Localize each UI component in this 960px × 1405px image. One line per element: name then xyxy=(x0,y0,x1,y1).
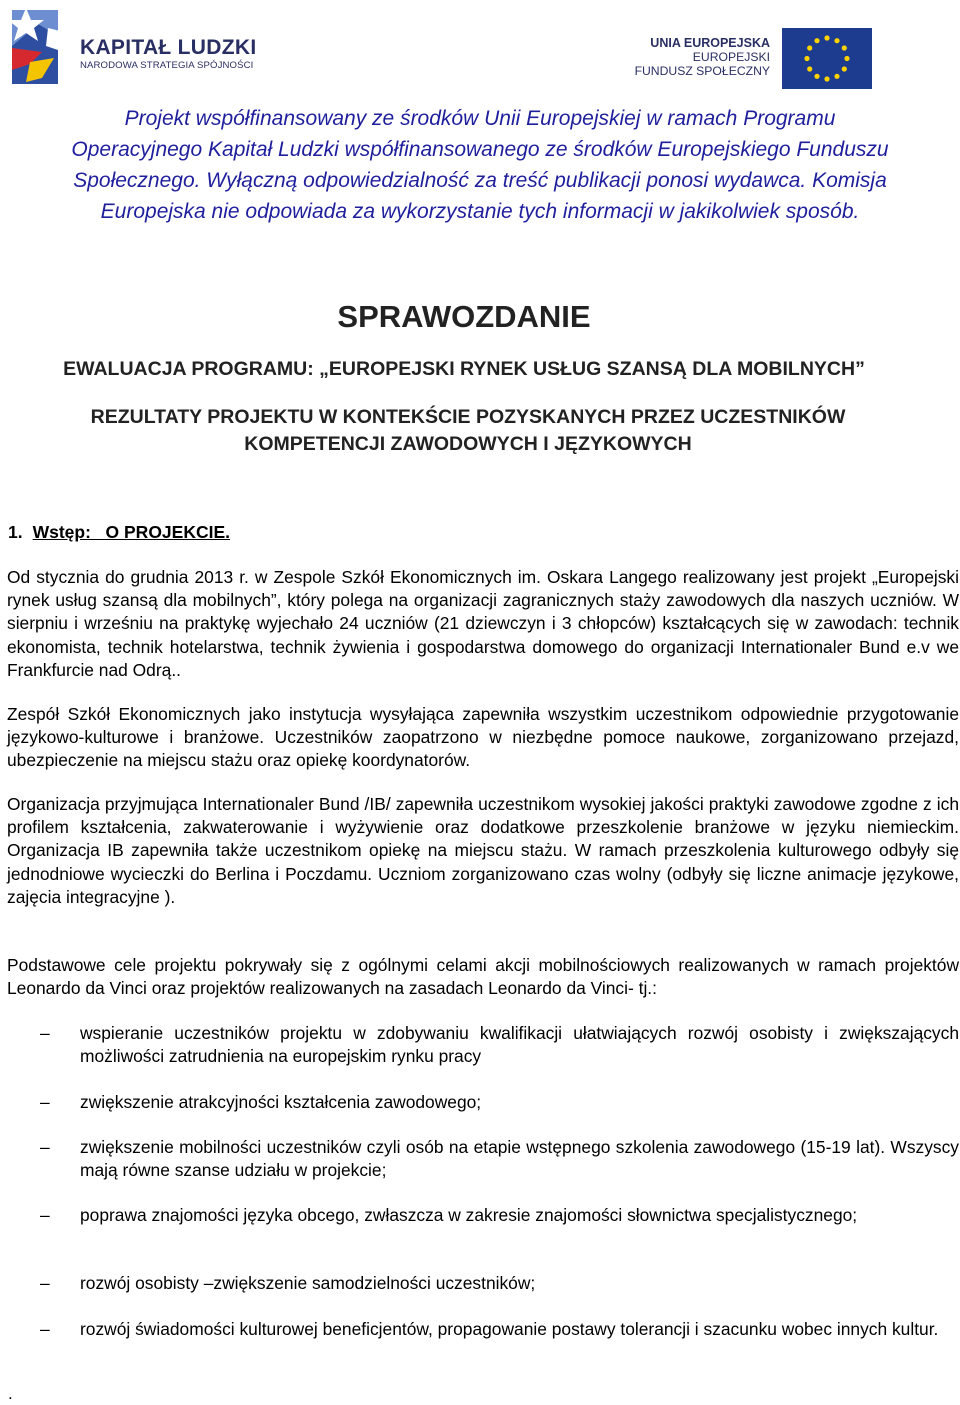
kapital-ludzki-logo xyxy=(8,6,258,86)
document-subtitle: EWALUACJA PROGRAMU: „EUROPEJSKI RYNEK USŁUG SZANSĄ DLA MOBILNYCH” xyxy=(63,358,865,380)
paragraph: Od stycznia do grudnia 2013 r. w Zespole Szkół Ekonomicznych im. Oskara Langego realizowany jest projekt „Europejski rynek usług szansą dla mobilnych”, który polega na organizacji zagranicznych staży zawodowych dla naszych uczniów. W sierpniu i wrześniu na praktykę wyjechało 24 uczniów (21 dziewczyn i 3 chłopców) kształcących się w zawodach: technik ekonomista, technik hotelarstwa, technik żywienia i gospodarstwa domowego do organizacji Internationaler Bund e.v we Frankfurcie nad Odrą.. xyxy=(7,567,959,680)
paragraph: Zespół Szkół Ekonomicznych jako instytucja wysyłająca zapewniła wszystkim uczestnikom odpowiednie przygotowanie językowo-kulturowe i branżowe. Uczestników zaopatrzono w niezbędne pomoce naukowe, zorganizowano przejazd, ubezpieczenie na miejscu stażu oraz opiekę koordynatorów. xyxy=(7,704,959,771)
list-dash: – xyxy=(40,1205,50,1225)
list-dash: – xyxy=(40,1137,50,1157)
eu-wordmark xyxy=(635,36,770,78)
section-heading xyxy=(8,522,230,543)
list-dash: – xyxy=(40,1023,50,1043)
funding-notice-line: Europejska nie odpowiada za wykorzystanie tych informacji w jakikolwiek sposób. xyxy=(100,200,860,223)
eu-wordmark-line3: FUNDUSZ SPOŁECZNY xyxy=(634,64,770,78)
section-label xyxy=(33,522,230,542)
list-item-text: zwiększenie mobilności uczestników czyli osób na etapie wstępnego szkolenia zawodowego (15-19 lat). Wszyscy mają równe szanse udziału w projekcie; xyxy=(80,1137,959,1181)
list-item-text: rozwój osobisty –zwiększenie samodzielności uczestników; xyxy=(80,1273,536,1293)
document-subtitle-results xyxy=(0,404,936,458)
document-title: SPRAWOZDANIE xyxy=(337,299,591,334)
subtitle-line: REZULTATY PROJEKTU W KONTEKŚCIE POZYSKANYCH PRZEZ UCZESTNIKÓW xyxy=(90,406,846,428)
eu-wordmark-line1: UNIA EUROPEJSKA xyxy=(650,36,770,50)
subtitle-line: KOMPETENCJI ZAWODOWYCH I JĘZYKOWYCH xyxy=(244,433,692,455)
section-label-b: O PROJEKCIE. xyxy=(105,522,231,542)
section-label-a: Wstęp: xyxy=(32,522,91,542)
trailing-dot: . xyxy=(8,1384,13,1403)
funding-notice-line: Projekt współfinansowany ze środków Unii Europejskiej w ramach Programu xyxy=(124,107,836,130)
list-item-text: zwiększenie atrakcyjności kształcenia zawodowego; xyxy=(80,1092,482,1112)
list-dash: – xyxy=(40,1092,50,1112)
funding-notice xyxy=(20,103,940,227)
list-dash: – xyxy=(40,1319,50,1339)
paragraph: Organizacja przyjmująca Internationaler Bund /IB/ zapewniła uczestnikom wysokiej jakości praktyki zawodowe zgodne z ich profilem kształcenia, zakwaterowanie i wyżywienie oraz dodatkowe przeszkolenie branżowe w języku niemieckim. Organizacja IB zapewniła także uczestnikom opiekę na miejscu stażu. W ramach przeszkolenia kulturowego odbyły się jednodniowe wycieczki do Berlina i Poczdamu. Uczniom zorganizowano czas wolny (odbyły się liczne animacje językowe, zajęcia integracyjne ). xyxy=(7,794,959,907)
funding-notice-line: Społecznego. Wyłączną odpowiedzialność za treść publikacji ponosi wydawca. Komisja xyxy=(73,169,887,192)
kapital-ludzki-wordmark: KAPITAŁ LUDZKI xyxy=(80,36,257,59)
kapital-ludzki-emblem-icon xyxy=(8,6,78,86)
paragraph: Podstawowe cele projektu pokrywały się z ogólnymi celami akcji mobilnościowych realizowanych w ramach projektów Leonardo da Vinci oraz projektów realizowanych na zasadach Leonardo da Vinci- tj.: xyxy=(7,955,959,999)
list-dash: – xyxy=(40,1273,50,1293)
eu-wordmark-line2: EUROPEJSKI xyxy=(692,50,770,64)
page-header xyxy=(0,0,960,95)
eu-flag-icon xyxy=(782,28,872,89)
list-item-text: wspieranie uczestników projektu w zdobywaniu kwalifikacji ułatwiających rozwój osobisty i zwiększających możliwości zatrudnienia na europejskim rynku pracy xyxy=(80,1023,959,1067)
list-item-text: poprawa znajomości języka obcego, zwłaszcza w zakresie znajomości słownictwa specjalistycznego; xyxy=(80,1205,858,1225)
section-number: 1. xyxy=(8,522,23,542)
kapital-ludzki-tagline: NARODOWA STRATEGIA SPÓJNOŚCI xyxy=(80,60,254,71)
list-item-text: rozwój świadomości kulturowej beneficjentów, propagowanie postawy tolerancji i szacunku wobec innych kultur. xyxy=(80,1319,939,1339)
funding-notice-line: Operacyjnego Kapitał Ludzki współfinansowanego ze środków Europejskiego Funduszu xyxy=(71,138,889,161)
